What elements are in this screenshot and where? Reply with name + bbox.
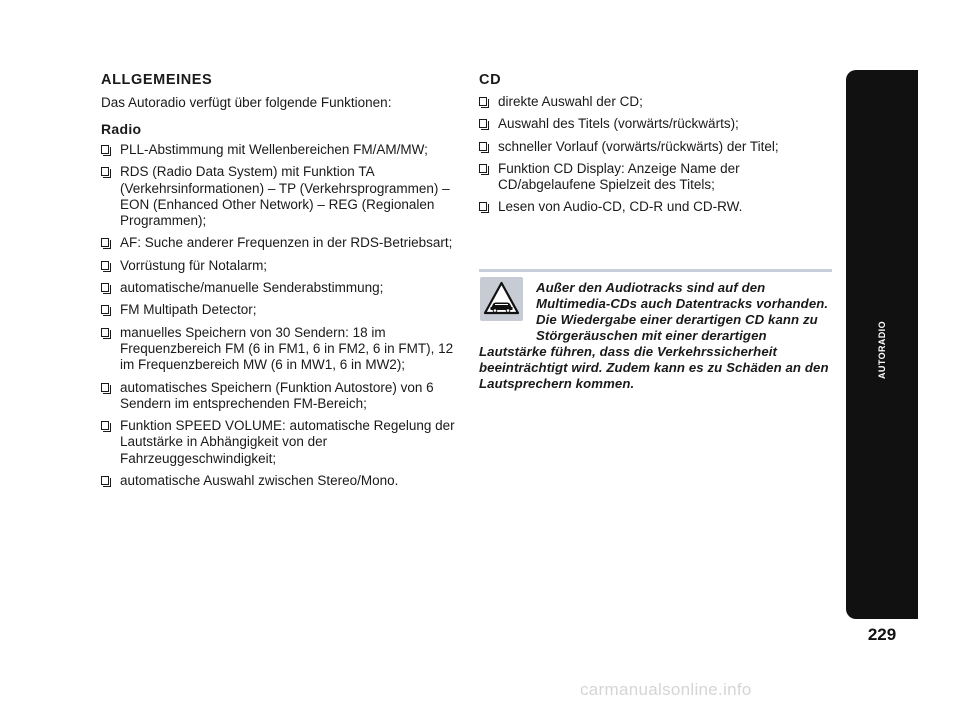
subheading-radio: Radio <box>101 121 142 137</box>
list-item-text: Lesen von Audio-CD, CD-R und CD-RW. <box>498 199 743 215</box>
checkbox-bullet-icon <box>479 119 487 128</box>
list-item <box>101 302 461 318</box>
section-heading-allgemeines: ALLGEMEINES <box>101 72 213 88</box>
cd-feature-list <box>479 94 839 216</box>
list-item-text: automatische Auswahl zwischen Stereo/Mono. <box>120 473 399 489</box>
checkbox-bullet-icon <box>101 145 109 154</box>
list-item <box>101 235 461 251</box>
checkbox-bullet-icon <box>101 328 109 337</box>
list-item-text: schneller Vorlauf (vorwärts/rückwärts) der Titel; <box>498 138 779 154</box>
left-column <box>101 72 461 495</box>
list-item <box>479 94 839 110</box>
page-number: 229 <box>867 625 897 644</box>
warning-divider <box>479 269 832 272</box>
section-heading-cd: CD <box>479 72 502 88</box>
list-item <box>101 473 461 489</box>
list-item <box>101 142 461 158</box>
list-item <box>101 418 461 467</box>
list-item <box>101 280 461 296</box>
warning-text-block <box>479 280 833 392</box>
list-item <box>101 380 461 413</box>
list-item <box>101 164 461 229</box>
right-column <box>479 72 839 222</box>
list-item-text: FM Multipath Detector; <box>120 302 257 318</box>
list-item-text: PLL-Abstimmung mit Wellenbereichen FM/AM/MW; <box>120 142 428 157</box>
list-item-text: automatische/manuelle Senderabstimmung; <box>120 280 384 296</box>
watermark: carmanualsonline.info <box>580 680 752 699</box>
list-item-text: Funktion CD Display: Anzeige Name der CD/abgelaufene Spielzeit des Titels; <box>498 160 740 193</box>
checkbox-bullet-icon <box>101 383 109 392</box>
chapter-tab-label: AUTORADIO <box>877 321 887 379</box>
checkbox-bullet-icon <box>101 261 109 270</box>
checkbox-bullet-icon <box>101 305 109 314</box>
checkbox-bullet-icon <box>101 283 109 292</box>
list-item-text: AF: Suche anderer Frequenzen in der RDS-Betriebsart; <box>120 235 453 251</box>
list-item <box>101 258 461 274</box>
checkbox-bullet-icon <box>101 167 109 176</box>
radio-feature-list <box>101 142 461 489</box>
chapter-tab-label-wrap <box>846 321 918 379</box>
list-item <box>479 161 839 194</box>
list-item-text: automatisches Speichern (Funktion Autostore) von 6 Sendern im entsprechenden FM-Bereich; <box>120 379 434 411</box>
list-item <box>101 325 461 374</box>
list-item <box>479 139 839 155</box>
checkbox-bullet-icon <box>101 238 109 247</box>
list-item-text: Funktion SPEED VOLUME: automatische Regelung der Lautstärke in Abhängigkeit von der Fahrzeuggeschwindigkeit; <box>120 418 455 466</box>
list-item-text: manuelles Speichern von 30 Sendern: 18 im Frequenzbereich FM (6 in FM1, 6 in FM2, 6 in FMT), 12 im Frequenzbereich MW (6 in MW1, 6 in MW2); <box>120 324 454 373</box>
intro-text: Das Autoradio verfügt über folgende Funktionen: <box>101 95 392 110</box>
checkbox-bullet-icon <box>479 97 487 106</box>
list-item <box>479 116 839 132</box>
checkbox-bullet-icon <box>479 164 487 173</box>
checkbox-bullet-icon <box>101 421 109 430</box>
list-item-text: direkte Auswahl der CD; <box>498 94 643 109</box>
checkbox-bullet-icon <box>479 142 487 151</box>
checkbox-bullet-icon <box>479 202 487 211</box>
list-item <box>479 199 839 215</box>
list-item-text: Auswahl des Titels (vorwärts/rückwärts); <box>498 116 739 132</box>
checkbox-bullet-icon <box>101 476 109 485</box>
list-item-text: RDS (Radio Data System) mit Funktion TA (Verkehrsinformationen) – TP (Verkehrsprogrammen) – EON (Enhanced Other Network) – REG (Regionalen Programmen); <box>120 164 450 229</box>
list-item-text: Vorrüstung für Notalarm; <box>120 257 268 273</box>
warning-text: Außer den Audiotracks sind auf den Multimedia-CDs auch Datentracks vorhanden. Die Wiedergabe einer derartigen CD kann zu Störgeräuschen mit einer derartigen Lautstärke führen, dass die Verkehrssicherheit beeinträchtigt wird. Zudem kann es zu Schäden an den Lautsprechern kommen. <box>479 280 829 391</box>
